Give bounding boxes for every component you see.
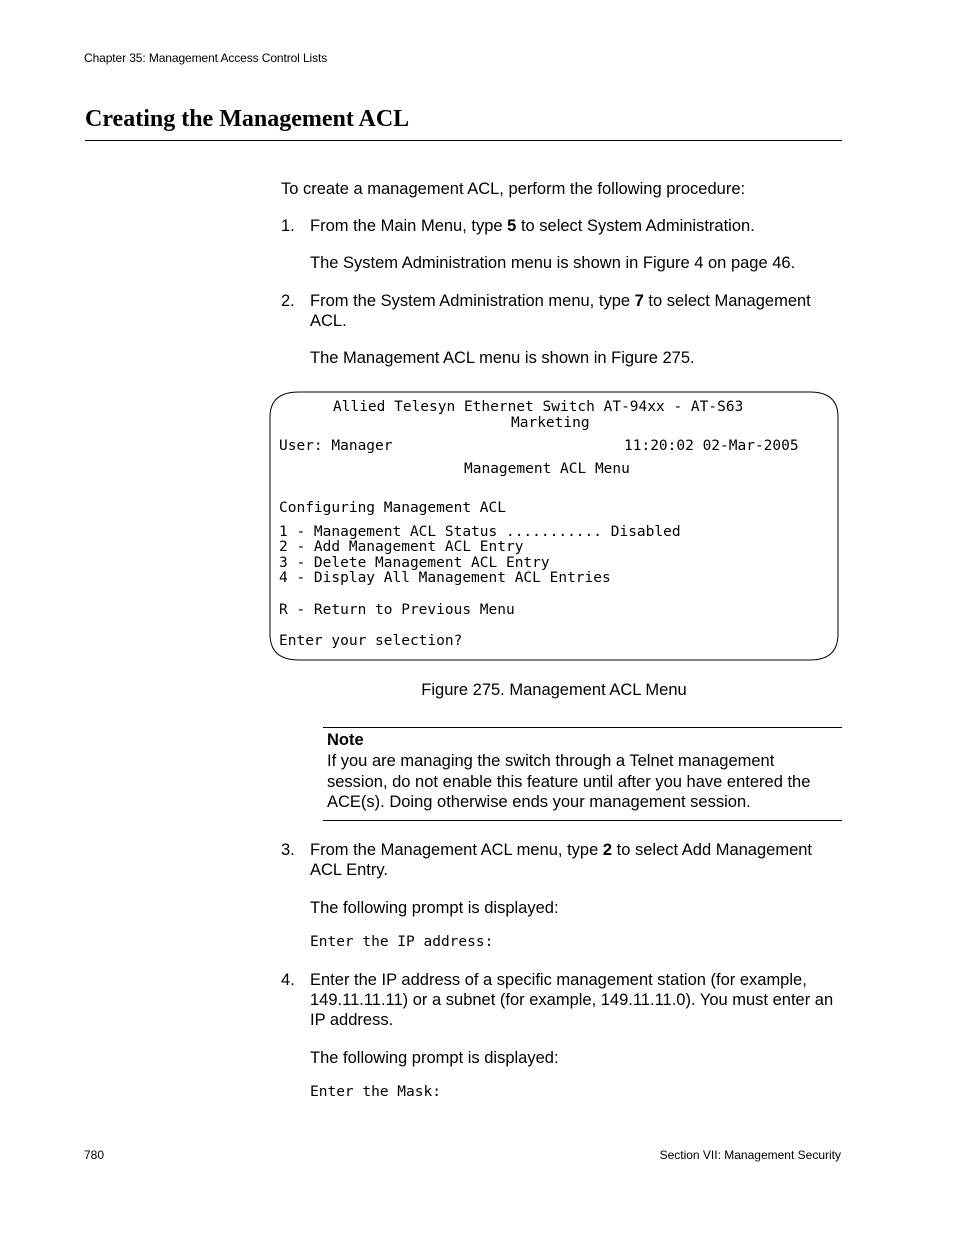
figure-caption: Figure 275. Management ACL Menu [421, 681, 687, 699]
terminal-location: Marketing [511, 415, 590, 431]
terminal-prompt: Enter your selection? [279, 633, 463, 649]
page-number: 780 [84, 1148, 105, 1162]
note-bottom-rule [323, 820, 842, 821]
footer-section: Section VII: Management Security [659, 1148, 841, 1162]
step-3-prompt: Enter the IP address: [310, 934, 494, 950]
step-2-text: From the System Administration menu, type 7 to select Management ACL. [310, 292, 811, 330]
terminal-user: User: Manager [279, 438, 393, 454]
step-3-number: 3. [281, 841, 295, 859]
step-3-followup: The following prompt is displayed: [310, 899, 559, 917]
note-title: Note [327, 731, 364, 749]
terminal-menu-option: 3 - Delete Management ACL Entry [279, 555, 550, 571]
step-3-key: 2 [602, 841, 613, 859]
terminal-datetime: 11:20:02 02-Mar-2005 [624, 438, 799, 454]
step-4-prompt: Enter the Mask: [310, 1084, 441, 1100]
terminal-section-label: Configuring Management ACL [279, 500, 506, 516]
terminal-menu-title: Management ACL Menu [464, 461, 630, 477]
terminal-menu-option: 1 - Management ACL Status ........... Disabled [279, 524, 681, 540]
terminal-header-line: Allied Telesyn Ethernet Switch AT-94xx - AT-S63 [333, 399, 744, 415]
section-title: Creating the Management ACL [85, 106, 410, 132]
terminal-screen-figure [269, 391, 839, 661]
step-2-number: 2. [281, 292, 295, 310]
terminal-return-option: R - Return to Previous Menu [279, 602, 515, 618]
step-2-key: 7 [634, 292, 644, 310]
step-4-number: 4. [281, 971, 295, 989]
step-4-text: Enter the IP address of a specific management station (for example, 149.11.11.11) or a subnet (for example, 149.11.11.0). You must enter an IP address. [310, 971, 834, 1029]
running-head: Chapter 35: Management Access Control Lists [84, 51, 328, 65]
title-rule [85, 140, 842, 141]
terminal-menu-option: 4 - Display All Management ACL Entries [279, 570, 611, 586]
step-1-number: 1. [281, 217, 295, 235]
step-3-text: From the Management ACL menu, type 2 to select Add Management ACL Entry. [310, 841, 813, 879]
step-1-key: 5 [507, 217, 517, 235]
intro-paragraph: To create a management ACL, perform the following procedure: [281, 180, 746, 198]
terminal-menu-option: 2 - Add Management ACL Entry [279, 539, 524, 555]
step-1-followup: The System Administration menu is shown in Figure 4 on page 46. [310, 254, 796, 272]
step-2-followup: The Management ACL menu is shown in Figure 275. [310, 349, 695, 367]
note-top-rule [323, 727, 842, 728]
step-4-followup: The following prompt is displayed: [310, 1049, 559, 1067]
note-body: If you are managing the switch through a Telnet management session, do not enable this feature until after you have entered the ACE(s). Doing otherwise ends your management session. [327, 752, 811, 811]
step-1-text: From the Main Menu, type 5 to select System Administration. [310, 217, 755, 235]
